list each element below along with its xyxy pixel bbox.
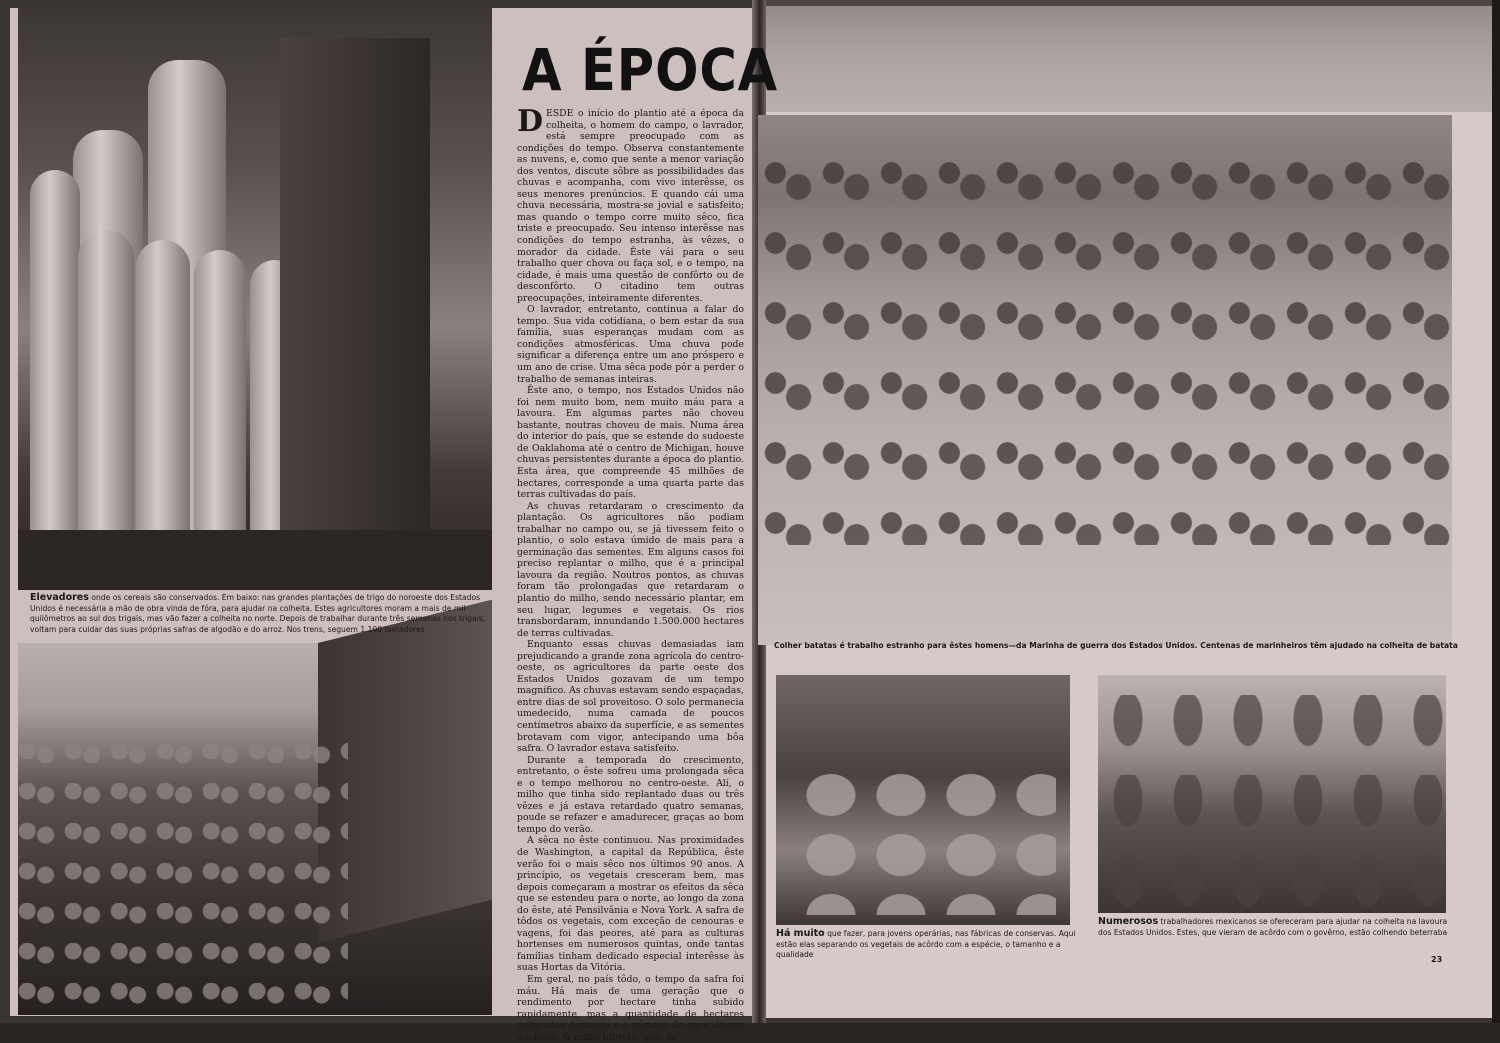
workers-by-train-photo [18,643,492,1015]
article-paragraph: O lavrador, entretanto, continua a falar do tempo. Sua vida cotidiana, o bem estar da sua família, suas esperanças mudam com as condições atmosféricas. Uma chuva pode significar a diferença entre um ano próspero e um ano de crise. Uma sêca pode pôr a perder o trabalho de semanas inteiras. [517,304,744,385]
right-edge [1492,0,1500,1023]
drop-cap: D [517,104,544,139]
article-paragraph: Êste ano, o tempo, nos Estados Unidos não foi nem muito bom, nem muito máu para a lavoura. Em algumas partes não choveu bastante, noutras choveu de mais. Numa área do interior do país, que se estende do sudoeste de Oaklahoma até o centro de Michigan, houve chuvas persistentes durante a época do plantio. Esta área, que compreende 45 milhões de hectares, corresponde a uma quarta parte das terras cultivadas do país. [517,385,744,501]
harvest-caption: Colher batatas é trabalho estranho para êstes homens—da Marinha de guerra dos Estados Unidos. Centenas de marinheiros têm ajudado na colheita de batata [774,641,1458,650]
article-paragraph: Em geral, no país tôdo, o tempo da safra foi máu. Há mais de uma geração que o rendimento por hectare tinha subido rapidamente, mas a quantidade de hectares cultivados diminuiu e o número de agricultores declinou. O milho híbrido, que, às [517,974,744,1043]
cannery-caption: Há muito que fazer, para jovens operárias, nas fábricas de conservas. Aqui estão elas separando os vegetais de acôrdo com a espécie, o tamanho e a qualidade [776,928,1076,959]
article-paragraph: A sêca no êste continuou. Nas proximidades de Washington, a capital da República, êste verão foi o mais sêco nos últimos 90 anos. A princípio, os vegetais cresceram bem, mas depois começaram a mostrar os efeitos da sêca que se estendeu para o norte, ao longo da zona do êste, até Pensilvânia e Nova York. A safra de tôdos os vegetais, com exceção de cenouras e vagens, foi das peores, até para as culturas hortenses em numerosos quintas, onde tantas famílias tinham dedicado especial interêsse às suas Hortas da Vitória. [517,835,744,974]
grain-elevators-photo [18,8,492,590]
article-body [517,104,744,1043]
article-headline: A ÉPOCA [522,36,779,104]
silos-caption: Elevadores onde os cereais são conservados. Em baixo: nas grandes plantações de trigo do noroeste dos Estados Unidos é necessária a mão de obra vinda de fóra, para ajudar na colheita. Estes agricultores moram a mais de mil quilômetros ao sul dos trigais, mas vão fazer a colheita no norte. Depois de trabalhar durante três semanas nos trigais, voltam para cuidar das suas próprias safras de algodão e do arroz. Nos trens, seguem 1.100 lavradores [30,592,486,634]
page-number: 23 [1431,955,1443,964]
workers-caption: Numerosos trabalhadores mexicanos se ofereceram para ajudar na colheita na lavoura dos Estados Unidos. Estes, que vieram de acôrdo com o govêrno, estão colhendo beterraba [1098,916,1448,937]
article-paragraph: Durante a temporada do crescimento, entretanto, o êste sofreu uma prolongada sêca e o tempo melhorou no centro-oeste. Alí, o milho que tinha sido replantado duas ou três vêzes e já estava retardado quatro semanas, poude se refazer e amadurecer, graças ao bom tempo do verão. [517,754,744,835]
potato-harvest-photo [758,115,1452,645]
cannery-workers-photo [776,675,1070,925]
top-shadow [760,0,1492,112]
mexican-workers-photo [1098,675,1446,913]
article-paragraph: As chuvas retardaram o crescimento da plantação. Os agricultores não podiam trabalhar no campo ou, se já tivessem feito o plantio, o solo estava úmido de mais para a germinação das sementes. Em alguns casos foi preciso replantar o milho, que é a principal lavoura da região. Noutros pontos, as chuvas foram tão prolongadas que retardaram o plantio do milho, sendo necessário plantar, em seu lugar, legumes e vegetais. Os rios transbordaram, innundando 1.500.000 hectares de terras cultivadas. [517,500,744,639]
article-paragraph: Enquanto essas chuvas demasiadas iam prejudicando a grande zona agrícola do centro-oeste, os agricultores da parte oeste dos Estados Unidos gozavam de um tempo magnífico. As chuvas estavam sendo espaçadas, entre dias de sol proveitoso. O solo permanecia umedecido, numa camada de poucos centímetros abaixo da superfície, e as sementes brotavam com vigor, antecipando uma bôa safra. O lavrador estava satisfeito. [517,639,744,755]
article-paragraph: DESDE o início do plantio até a época da colheita, o homem do campo, o lavrador, está sempre preocupado com as condições do tempo. Observa constantemente as nuvens, e, como que sente a menor variação dos ventos, discute sôbre as possibilidades das chuvas e acompanha, com vivo interêsse, os seus menores prenúncios. E quando cái uma chuva necessária, mostra-se jovial e satisfeito; mas quando o tempo corre muito sêco, fica triste e preocupado. Seu intenso interêsse nas condições do tempo estranha, às vêzes, o morador da cidade. Êste vái para o seu trabalho quer chova ou faça sol, e o tempo, na cidade, é mais uma questão de confôrto ou de desconfôrto. O citadino tem outras preocupações, inteiramente diferentes. [517,104,744,304]
